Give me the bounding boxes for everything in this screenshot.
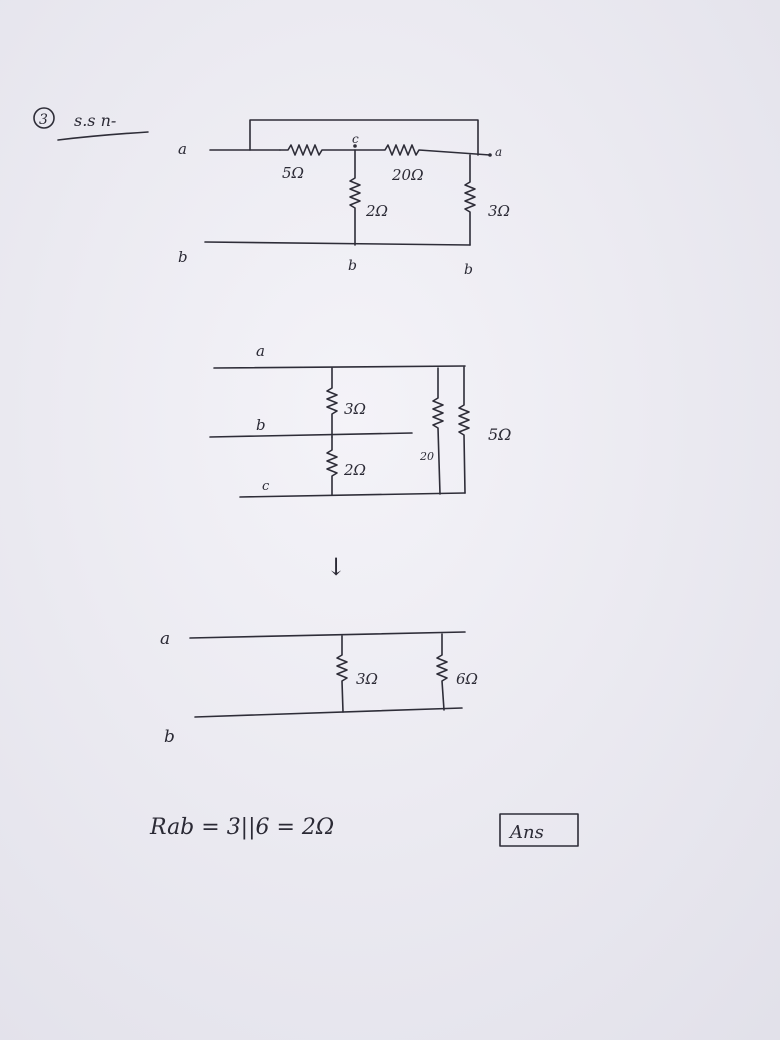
label-6-ohm: 6Ω [456, 670, 478, 688]
label-2-ohm: 2Ω [344, 461, 366, 479]
label-3-ohm: 3Ω [344, 400, 366, 418]
label-3-ohm: 3Ω [356, 670, 378, 688]
node-label-b: b [164, 727, 175, 747]
node-label-c: c [352, 132, 359, 146]
node-label-a-right: a [495, 145, 503, 159]
node-label-a: a [160, 629, 171, 649]
label-20-ohm: 20Ω [392, 166, 424, 184]
node-label-b-right: b [464, 262, 473, 278]
answer-label: Ans [510, 822, 544, 843]
label-20: 20 [420, 450, 434, 463]
result-equation: Rab = 3||6 = 2Ω [150, 815, 335, 840]
problem-number: 3 [39, 112, 48, 128]
node-label-b-mid: b [348, 258, 357, 274]
label-5-ohm: 5Ω [488, 425, 512, 444]
node-label-b-left: b [178, 248, 188, 266]
node-label-c: c [262, 479, 270, 494]
solution-label: s.s n- [74, 111, 117, 130]
label-5-ohm: 5Ω [282, 164, 304, 182]
label-2-ohm: 2Ω [366, 202, 388, 220]
node-dot-a-right [488, 153, 492, 157]
node-label-a-left: a [178, 140, 187, 158]
node-label-b: b [256, 416, 266, 434]
transform-arrow: ↓ [326, 553, 347, 581]
label-3-ohm: 3Ω [488, 202, 510, 220]
node-label-a: a [256, 342, 265, 360]
